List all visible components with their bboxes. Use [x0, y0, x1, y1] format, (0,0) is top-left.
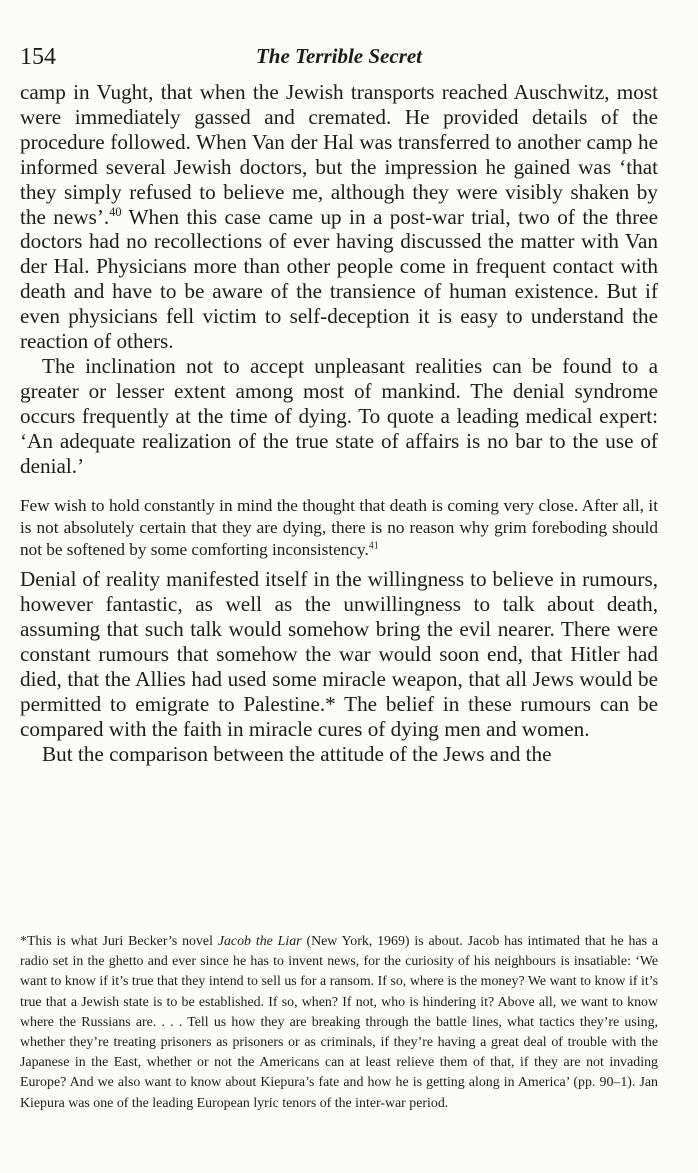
paragraph-1	[20, 80, 658, 354]
footnote-text-end: (New York, 1969) is about. Jacob has intimated that he has a radio set in the ghetto and ever since he has to invent news, for the curiosity of his neighbours is insatiable: ‘We want to know if it’s true that they intend to sell us for a ransom. If so, where is the money? We want to know if it’s true that a Jewish state is to be established. If so, when? If not, who is hindering it? Above all, we want to know where the Russians are. . . . Tell us how they are breaking through the battle lines, what tactics they’re using, whether they’re treating prisoners as prisoners or as criminals, if they’re having a great deal of trouble with the Japanese in the East, whether or not the Americans can at least relieve them of that, if they are not invading Europe? And we also want to know about Kiepura’s fate and how he is getting along in America’ (pp. 90–1). Jan Kiepura was one of the leading European lyric tenors of the inter-war period.	[20, 934, 658, 1111]
paragraph-3-continued: The belief in these rumours can be compared with the faith in miracle cures of dying men and women.	[20, 691, 658, 741]
paragraph-3	[20, 567, 658, 741]
body-text	[20, 80, 658, 767]
paragraph-3-text: Denial of reality manifested itself in the willingness to believe in rumours, however fantastic, as well as the unwillingness to talk about death, assuming that such talk would somehow bring the evil nearer. There were constant rumours that somehow the war would soon end, that Hitler had died, that the Allies had used some miracle weapon, that all Jews would be permitted to emigrate to Palestine.*	[20, 567, 658, 716]
page-header	[20, 44, 658, 74]
block-quote	[20, 495, 658, 562]
page-number: 154	[20, 44, 56, 70]
paragraph-4: But the comparison between the attitude of the Jews and the	[42, 741, 552, 766]
paragraph-1-continued: When this case came up in a post-war trial, two of the three doctors had no recollections of ever having discussed the matter with Van der Hal. Physicians more than other people come in frequent contact with death and have to be aware of the transience of human existence. But if even physicians fell victim to self-deception it is easy to understand the reaction of others.	[20, 204, 658, 354]
running-title: The Terrible Secret	[255, 44, 423, 68]
paragraph-1-text: camp in Vught, that when the Jewish transports reached Auschwitz, most were immediately gassed and cremated. He provided details of the procedure followed. When Van der Hal was transferred to another camp he informed several Jewish doctors, but the impression he gained was ‘that they simply refused to believe me, although they were visibly shaken by the news’.	[20, 80, 658, 229]
footnote-ref-40: 40	[109, 204, 122, 219]
paragraph-2: The inclination not to accept unpleasant realities can be found to a greater or lesser extent among most of mankind. The denial syndrome occurs frequently at the time of dying. To quote a leading medical expert: ‘An adequate realization of the true state of affairs is no bar to the use of denial.’	[20, 353, 658, 478]
footnote-text-start: *This is what Juri Becker’s novel	[20, 934, 218, 949]
footnote-book-title: Jacob the Liar	[217, 934, 302, 949]
block-quote-text: Few wish to hold constantly in mind the thought that death is coming very close. After all, it is not absolutely certain that they are dying, there is no reason why grim foreboding should not be softened by some comforting inconsistency.	[20, 495, 658, 560]
footnote-ref-41: 41	[368, 540, 379, 552]
footnote	[20, 932, 658, 1114]
